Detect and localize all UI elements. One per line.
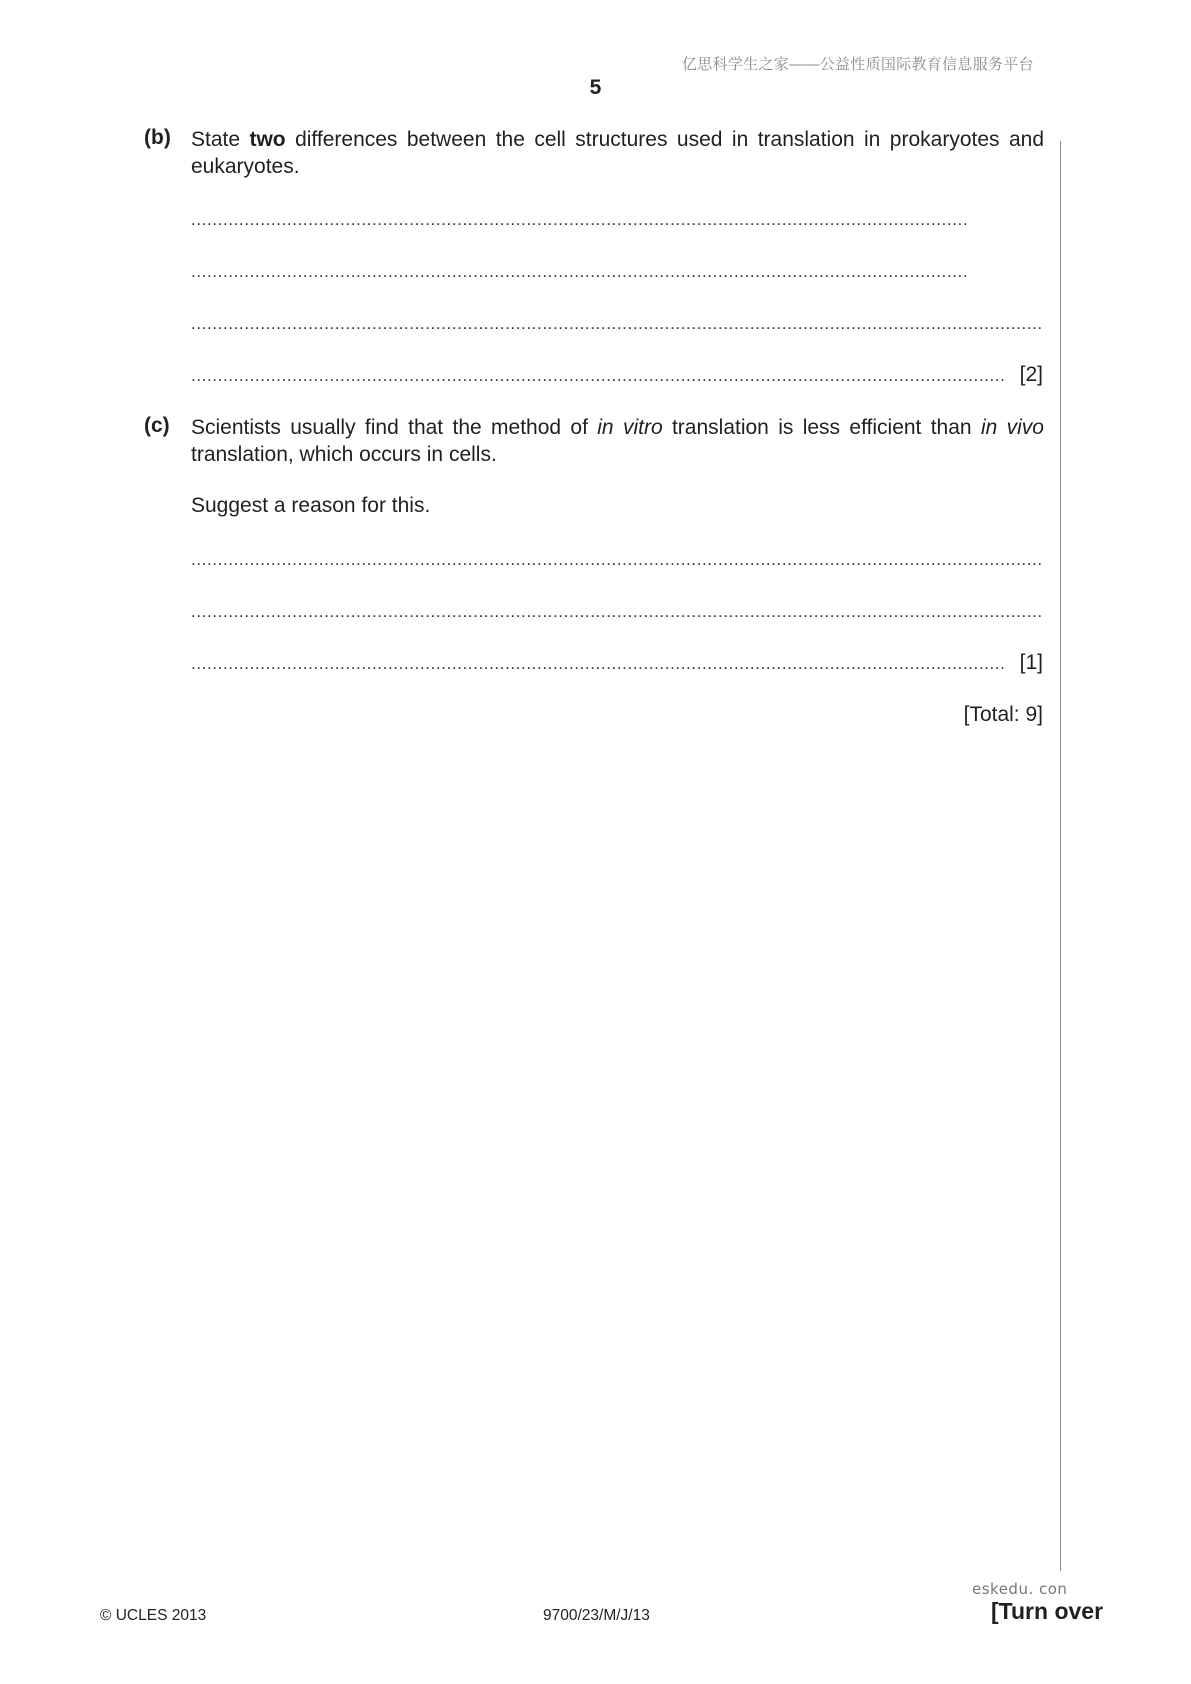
question-b-line2: eukaryotes. bbox=[191, 155, 300, 178]
answer-line-b2[interactable] bbox=[191, 262, 966, 282]
answer-line-c1[interactable] bbox=[191, 550, 1044, 570]
question-c-label: (c) bbox=[144, 414, 170, 437]
question-b-line1 bbox=[191, 126, 1044, 153]
question-c-text-part2: translation is less efficient than bbox=[662, 416, 981, 439]
header-watermark: 亿思科学生之家——公益性质国际教育信息服务平台 bbox=[682, 56, 1034, 73]
turn-over: [Turn over bbox=[991, 1598, 1104, 1624]
mark-c: [1] bbox=[1019, 651, 1043, 674]
answer-line-c2[interactable] bbox=[191, 602, 1044, 622]
question-c-italic-in-vivo: in vivo bbox=[980, 416, 1044, 439]
page-number: 5 bbox=[589, 76, 602, 99]
total-marks: [Total: 9] bbox=[963, 703, 1043, 726]
question-b-text-start: State bbox=[191, 128, 250, 151]
question-c-text-part1: Scientists usually find that the method of bbox=[191, 416, 598, 439]
question-b-label: (b) bbox=[144, 126, 171, 149]
question-b-emphasis: two bbox=[249, 128, 286, 151]
margin-line bbox=[1060, 141, 1061, 1571]
answer-line-c3[interactable] bbox=[191, 654, 1006, 674]
mark-b: [2] bbox=[1019, 363, 1043, 386]
answer-line-b3[interactable] bbox=[191, 314, 1044, 334]
answer-line-b4[interactable] bbox=[191, 366, 1006, 386]
answer-line-b1[interactable] bbox=[191, 210, 966, 230]
question-c-line1 bbox=[191, 414, 1044, 441]
question-c-prompt: Suggest a reason for this. bbox=[191, 494, 431, 517]
question-c-line2: translation, which occurs in cells. bbox=[191, 443, 497, 466]
question-c-italic-in-vitro: in vitro bbox=[597, 416, 663, 439]
copyright: © UCLES 2013 bbox=[100, 1607, 207, 1624]
question-c-text bbox=[191, 414, 1044, 468]
paper-code: 9700/23/M/J/13 bbox=[543, 1607, 650, 1624]
question-b-text-rest: differences between the cell structures used in translation in prokaryotes and bbox=[285, 128, 1045, 151]
site-watermark: eskedu. con bbox=[972, 1580, 1068, 1598]
question-b-text bbox=[191, 126, 1044, 180]
